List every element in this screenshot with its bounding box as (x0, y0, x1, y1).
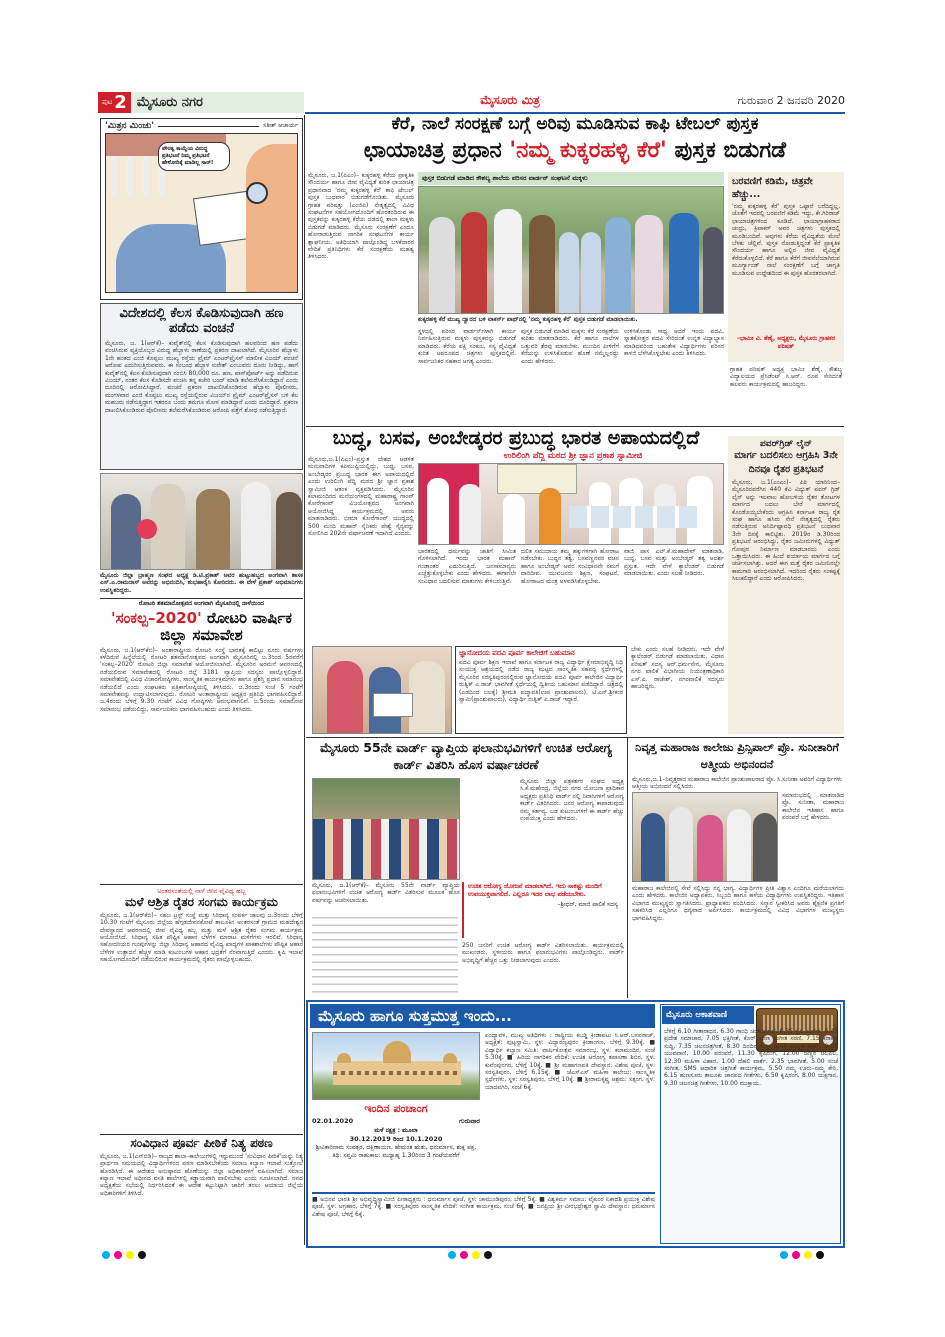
photo-book-release (418, 186, 724, 314)
photo-banner: ಪುಸ್ತಕ ಬಿಡುಗಡೆ ಮಾಡಿದ ಕೌಶಲ್ಯ ಶಾಲೆಯ ಪರಿಸರ ವಾರ್ಡನ್ ಸಂಘಟನೆ ಮಕ್ಕಳು (418, 172, 724, 185)
panchanga-date: 02.01.2020 (312, 1117, 354, 1125)
radio-schedule: ಬೆಳಿಗ್ಗೆ 6.10 ಗೀತಾರಾಧನ, 6.30 ಗಾಂಧಿ ಚಿಂತನಮಾಲೆ, 6.35 ಕೃಷಿ ಸಂದೇಶ, 6.45 ಪ್ರದೇಶ ಸಮಾಚಾರ, 7.05 ಭಕ್ತಿಗೀತೆ, ಕೊರ್ ಪಠಣ ಸಂಗೀತ ಸರಣಿ, 7.15 ಕರಾವಳಿ ಸುದ್ದಿ, 7.35 ಚಲನಚಿತ್ರಗೀತೆ, 8.30 ದಿನದಿನ ಸುದ್ದಿ, 8.45 ಸಂಸ್ಕೃತ ವಾರ್ತೆ, 9.00 ಯುವವಾಣಿ, 10.00 ಪರಂಪರೆ, 11.30 ಕೃಷಿರಂಗ, 12.00 ಚಿಣ್ಣರ ಚಿಲಿಪಿಲಿ, 12.30 ಮಹಿಳಾ ವಿಹಾರ, 1.00 ದೆಹಲಿ ವಾರ್ತೆ, 2.35 ಭಾವಗೀತೆ, 5.00 ಸಂಜೆ ಸಂಗೀತ, SMS ಆಧಾರಿತ ಚಿತ್ರಗೀತೆ ಕಾರ್ಯಕ್ರಮ, 5.50 ನಮ್ಮ ಊರು–ನಮ್ಮ ಕೇರಿ, 6.15 ಹುಣಸೂರು ತಾಲೂಕು ಜಾನಪದ ಗೀತೆಗಳು, 6.50 ಕೃಷಿರಂಗ, 8.00 ಯಕ್ಷಗಾನ, 9.30 ಚಲನಚಿತ್ರ ಗೀತೆಗಳು, 10.00 ಮುಕ್ತಾಯ. (664, 1028, 838, 1087)
photo-caption: ಮೈಸೂರು ಜಿಲ್ಲಾ ಬ್ರಾಹ್ಮಣ ಸಂಘದ ಅಧ್ಯಕ್ಷ ಡಿ.ಟಿ.ಪ್ರಕಾಶ್ ಅವರ ಹುಟ್ಟುಹಬ್ಬದ ಅಂಗವಾಗಿ ಶಾಸಕ ಎಸ್.ಎ.ರಾಮದಾಸ್ ಅವರನ್ನು ಅಭಿನಂದಿಸಿ, ಶುಭಹಾರೈಸಿ ಕೋರಿದರು. ಈ ವೇಳೆ ಪ್ರಕಾಶ್ ಅಭಿಮಾನಿಗಳು ಉಪಸ್ಥಿತರಿದ್ದರು. (100, 572, 303, 594)
article-body: ಮೈಸೂರು, ಜ. 1(ಆರ್‌ಕೆ)– ಕುವೈತ್‌ನಲ್ಲಿ ಕೆಲಸ ಕೊಡಿಸುವುದಾಗಿ ಹಲವರಿಂದ ಹಣ ಪಡೆದು ವಂಚಿಸಿರುವ ವ್ಯಕ್ತಿಯೊಬ್ಬರ ವಿರುದ್ಧ ಹೆಬ್ಬಾಳು ಠಾಣೆಯಲ್ಲಿ ಪ್ರಕರಣ ದಾಖಲಾಗಿದೆ. ಮೈಸೂರಿನ ಹೆಬ್ಬಾಳು 1ನೇ ಹಂತದ ಎಂಜಿ ಕೊಪ್ಪಲು ಮುಖ್ಯ ರಸ್ತೆಯ ಪ್ರೈಮ್ ಎಂಟರ್‌ಪ್ರೈಸಸ್ ಮಾಲೀಕ ವಿಜಯ್ ವಂಚನೆ ಆರೋಪ ಎದುರಿಸುತ್ತಿರುವವರು. ಈ ಸಂಬಂಧ ಹೆಬ್ಬಾಳ ಸುರೇಶ್ ಎಂಬುವರು ದೂರು ನೀಡಿದ್ದು, ಹಾಗೆ ಕುವೈತ್‌ನಲ್ಲಿ ಕೆಲಸ ಕೊಡಿಸುವುದಾಗಿ ನಂಬಿಸಿ 80,000 ರೂ. ಹಣ, ಪಾಸ್‌ಪೋರ್ಟ್ ಅನ್ನು ಪಡೆದಿರುವ ವಿಜಯ್, ನಂತರ ಕೆಲಸ ಕೊಡಿಸದೇ ವಂಚಿಸಿ ತನ್ನ ಕಚೇರಿ ಬಂದ್ ಮಾಡಿ ತಲೆಮರೆಸಿಕೊಂಡಿದ್ದಾನೆ ಎಂದು ದೂರಿನಲ್ಲಿ ಆರೋಪಿಸಿದ್ದಾರೆ. ವಂಚನೆ ಪ್ರಕರಣ ದಾಖಲಿಸಿಕೊಂಡಿರುವ ಹೆಬ್ಬಾಳು ಪೊಲೀಸರು, ಮಂಗಳವಾರ ಎಂಜಿ ಕೊಪ್ಪಲು ಮುಖ್ಯ ರಸ್ತೆಯಲ್ಲಿರುವ ವಿಜಯ್‌ನ ಪ್ರೈಮ್ ಎಂಟರ್‌ಪ್ರೈಸಸ್ ಬಳಿ ಕೆಲ ಮಹಜರು ನಡೆಸುತ್ತಿದ್ದಾಗ ಇತರರೂ ಬಂದು ತಮಗೂ ಮೋಸ ಮಾಡಿದ್ದಾರೆ ಎಂದು ದೂರಿದ್ದಾರೆ. ಪ್ರಕರಣ ದಾಖಲಿಸಿಕೊಂಡಿರುವ ಪೊಲೀಸರು ತಲೆಮರೆಸಿಕೊಂಡಿರುವ ಆರೋಪಿ ಪತ್ತೆಗೆ ಶೋಧ ನಡೆಸುತ್ತಿದ್ದಾರೆ. (105, 339, 298, 414)
headline-part: ಛಾಯಾಚಿತ್ರ ಪ್ರಧಾನ (363, 138, 502, 163)
headline-part: ಪುಸ್ತಕ ಬಿಡುಗಡೆ (674, 138, 787, 163)
photo-calendar-release (418, 463, 724, 545)
today-notes: ■ ಅಭಿನವ ಭಾರತಿ ಶ್ರೀ ಅಭಿವೃದ್ಧಿಸ್ವಾಮೀಜಿ ಪೀಠಾಧ್ಯಕ್ಷರು : ಧನುರ್ಮಾಸ ಪೂಜೆ, ಸ್ಥಳ: ಚಾಮುಂಡಿಪುರಂ, ಬೆಳಿಗ್ಗೆ 5ಕ್ಕೆ. ■ ವಿಶ್ವಕರ್ಮ ಸಮಾಜ: ವೈಕುಂಠ ಏಕಾದಶಿ ಪ್ರಯುಕ್ತ ವಿಶೇಷ ಪೂಜೆ, ಸ್ಥಳ: ಅಗ್ರಹಾರ, ಬೆಳಿಗ್ಗೆ 7ಕ್ಕೆ. ■ ಸರಸ್ವತಿಪುರಂ ಸಾಂಸ್ಕೃತಿಕ ವೇದಿಕೆ: ಸಂಗೀತ ಕಾರ್ಯಕ್ರಮ, ಸಂಜೆ 6ಕ್ಕೆ. ■ ಜನಪ್ರಿಯ ಶ್ರೀ ವೀರಭದ್ರೇಶ್ವರ ಸ್ವಾಮಿ ದೇವಸ್ಥಾನ: ಧನುರ್ಮಾಸ ವಿಶೇಷ ಪೂಜೆ, ಬೆಳಿಗ್ಗೆ 6ಕ್ಕೆ. (312, 1196, 655, 1218)
page-number-badge (98, 92, 131, 113)
sidebar-body: 'ನಮ್ಮ ಕುಕ್ಕರಹಳ್ಳಿ ಕೆರೆ' ಪುಸ್ತಕ ಒಟ್ಟಾರೆ ಬರೆದಿದ್ದಲ್ಲ, ಜೊತೆಗೆ ಇದರಲ್ಲಿ ಬರವಣಿಗೆ ಕಡಿಮೆ ಇದ್ದು, ಕೇ.ಗಿರಿರಾಜ್ ಛಾಯಾಚಿತ್ರಗಳಿಂದ ಕೂಡಿದೆ. ಛಾಯಾಗ್ರಾಹಕರಾದ ಚಂದ್ರು, ಕ್ರಿಪಾಕರ್ ಅವರ ಚಿತ್ರಗಳು ಪುಸ್ತಕದಲ್ಲಿ ಮೂಡಿಬಂದಿವೆ. ಅವುಗಳು ಕೆರೆಯ ವೈವಿಧ್ಯತೆಯ ಮೇಲೆ ಬೆಳಕು ಚೆಲ್ಲಿವೆ. ಪುಸ್ತಕ ನೋಡುತ್ತಿದ್ದಂತೆ ಕೆರೆ ಪ್ರಾಕೃತಿಕ ಸೌಂದರ್ಯ ಹಾಗೂ ಅಲ್ಲಿನ ಜೀವ ವೈವಿಧ್ಯತೆ ಕೆರೆದುಕೊಳ್ಳಲಿದೆ. ಕೆರೆ ಹಾಗೂ ಕೆರೆಗೆ ಜೀವಸೆಲೆಯಾಗಿರುವ ಮೂರ್ಗ್ಯಾಂಡ್ ನಾಲೆ ಸಂರಕ್ಷಣೆಗೆ ಬಗ್ಗೆ ಜಾಗೃತಿ ಮೂಡಿಸುವ ಉದ್ದೇಶದಿಂದ ಈ ಪುಸ್ತಕ ಹೊರತರಲಾಗಿದೆ. (732, 203, 840, 277)
today-title: ಮೈಸೂರು ಹಾಗೂ ಸುತ್ತಮುತ್ತ ಇಂದು... (310, 1004, 655, 1028)
quote-author: –ಶ್ರೀಧರ್, ಮಾಜಿ ಪಾಲಿಕೆ ಸದಸ್ಯ (557, 901, 618, 908)
headline: ಮಳೆ ಆಶ್ರಿತ ರೈತರ ಸಂಗಮ ಕಾರ್ಯಕ್ರಮ (125, 895, 278, 909)
cartoon-box (100, 118, 303, 300)
sidebar-book (728, 172, 844, 362)
story-farmers (100, 884, 303, 1132)
page-label: ಪುಟ (102, 98, 113, 106)
headline: ವಿದೇಶದಲ್ಲಿ ಕೆಲಸ ಕೊಡಿಸುವುದಾಗಿ ಹಣ ಪಡೆದು ವಂಚನೆ (119, 306, 284, 336)
lead-deck: ಕೆರೆ, ನಾಲೆ ಸಂರಕ್ಷಣೆ ಬಗ್ಗೆ ಅರಿವು ಮೂಡಿಸುವ ಕಾಫಿ ಟೇಬಲ್ ಪುಸ್ತಕ (391, 114, 759, 134)
headline: ಸಂವಿಧಾನ ಪೂರ್ವ ಪೀಠಿಕೆ ನಿತ್ಯ ಪಠಣ (130, 1136, 273, 1150)
panchanga-title: ಇಂದಿನ ಪಂಚಾಂಗ (364, 1102, 428, 1115)
story-rotary (100, 598, 303, 880)
photo-college-award (312, 646, 452, 734)
article-body: ವಾಜಿ ಪಾಸ ಎಲ್.ಕೆ.ಮಹಾದೇವ್ ಮಾತನಾಡಿ, ಬುದ್ಧ, ಬಸವ ಮತ್ತು ಅಂಬೇಡ್ಕರ್ ತತ್ವ ಆದರ್ಶ ಪ್ರಸ್ತುತ. ಇದೇ ವೇಳೆ ಕ್ಯಾಲೆಂಡರ್ ಬಿಡುಗಡೆ ಮಾಡಲಾಯಿತು. ಎಂದು ಸಲಹೆ ನೀಡಿದರು. (624, 548, 724, 578)
kicker: ಪವರ್‌ಗ್ರಿಡ್ ಲೈನ್ (760, 439, 812, 449)
article-body: ಮೈಸೂರು,ಜ.1–ನಿವೃತ್ತರಾದ ಮಹಾರಾಜ ಕಾಲೇಜಿನ ಪ್ರಾಂಶುಪಾಲರಾದ ಪ್ರೊ. ಸಿ.ಸುನೀತಾ ಅವರಿಗೆ ವಿದ್ಯಾರ್ಥಿಗಳು ಆತ್ಮೀಯ ಅಭಿನಂದನೆ ಸಲ್ಲಿಸಿದರು. (632, 776, 842, 790)
section-title: ಮೈಸೂರು ನಗರ (136, 95, 203, 110)
headline: ಬುದ್ಧ, ಬಸವ, ಅಂಬೇಡ್ಕರರ ಪ್ರಬುದ್ಧ ಭಾರತ ಅಪಾಯದಲ್ಲಿದೆ (332, 427, 700, 449)
registration-marks-right (780, 1244, 828, 1263)
sidebar-byline: –ಭಾಮೀ ವಿ. ಶೆಣೈ, ಅಧ್ಯಕ್ಷರು, ಮೈಸೂರು ಗ್ರಾಹಕರ ಪರಿಷತ್ (736, 335, 836, 350)
article-body: ಮೈಸೂರು, ಜ.1(ಆರ್‌ಕೆ)– ಮೈಸೂರು 55ನೇ ವಾರ್ಡ್ ವ್ಯಾಪ್ತಿಯ ಫಲಾನುಭವಿಗಳಿಗೆ ಉಚಿತ ಆರೋಗ್ಯ ಕಾರ್ಡ್ ವಿತರಿಸುವ ಮೂಲಕ ಹೊಸ ವರ್ಷವನ್ನು ಆಚರಿಸಲಾಯಿತು. (312, 882, 460, 904)
sidebar-body: ಮೈಸೂರು, ಜ.1(ಎಂಎಂ)– ಪಿಠಿ ಯಾರಿನಿಂದ–ಮೈಸೂರಿನವರೆಗಿನ 440 ಕೆವಿ ವಿದ್ಯುತ್ ಪವರ್ ಗ್ರಿಡ್ ಲೈನ್ ಅನ್ನು ಇಲವಾಲ ಹೋಬಳಿಯ ರೈತರ ತೋಟಗಳ ಮಾರ್ಗದ ಬದಲು ಬೇರೆ ಮಾರ್ಗದಲ್ಲಿ ಕೊಂಡೊಯ್ಯಬೇಕೆಂದು ಆಗ್ರಹಿಸಿ ಕರ್ನಾಟಕ ರಾಜ್ಯ ರೈತ ಸಂಘ ಹಾಗೂ ಹಸಿರು ಸೇನೆ ನೇತೃತ್ವದಲ್ಲಿ ರೈತರು ನಡೆಸುತ್ತಿರುವ ಅನಿರ್ದಿಷ್ಟಾವಧಿ ಪ್ರತಿಭಟನೆ ಬುಧವಾರ 3ನೇ ದಿನಕ್ಕೆ ಕಾಲಿಟ್ಟಿತು. 2019ರ ಡಿ.30ರಿಂದ ಪ್ರತಿಭಟನೆ ಆರಂಭಿಸಿದ್ದು, ರೈತರ ಜಮೀನುಗಳಲ್ಲಿ ವಿದ್ಯುತ್ ಗೋಪುರ ನಿರ್ಮಾಣ ಮಾಡಬಾರದು ಎಂದು ಒತ್ತಾಯಿಸಿದರು. ಈ ಹಿಂದೆ ಪರ್ಯಾಯ ಮಾರ್ಗದ ಬಗ್ಗೆ ಚರ್ಚಿಸಲಾಗಿತ್ತು. ಆದರೆ ಈಗ ಮತ್ತೆ ರೈತರ ಜಮೀನಿನಲ್ಲೇ ಕಾಮಗಾರಿ ಆರಂಭಿಸಲಾಗಿದೆ. ಇದರಿಂದ ರೈತರು ಸಂಕಷ್ಟಕ್ಕೆ ಸಿಲುಕಲಿದ್ದಾರೆ ಎಂದು ಆರೋಪಿಸಿದರು. (732, 479, 840, 583)
article-body: ಭಾರತದಲ್ಲಿ ಧರ್ಮವನ್ನು ಜಾತಿಗೆ ಸೀಮಿತ ಗೊಳಿಸಲಾಗಿದೆ. ಇಂದು ಭಾರತ ಮಹಾನ್ ಗಂಡಾಂತರ ಎದುರಿಸುತ್ತಿದೆ. ಜನಸಾಮಾನ್ಯರು ಎಚ್ಚೆತ್ತುಕೊಳ್ಳಬೇಕು ಎಂದು ಹೇಳಿದರು. ಈಗಾಗಲೇ ಸಂವಿಧಾನ ಬದಲಿಸುವ ಮಾತುಗಳು ಕೇಳಿಬರುತ್ತಿವೆ. (418, 548, 516, 585)
headline-highlight: 'ಸಂಕಲ್ಪ–2020' (111, 609, 202, 627)
headline: ಮೈಸೂರು 55ನೇ ವಾರ್ಡ್ ವ್ಯಾಪ್ತಿಯ ಫಲಾನುಭವಿಗಳಿಗೆ ಉಚಿತ ಆರೋಗ್ಯ ಕಾರ್ಡ್ ವಿತರಿಸಿ ಹೊಸ ವರ್ಷಾಚರಣೆ (320, 740, 612, 772)
sidebar-power-grid (728, 436, 844, 734)
radio-title: ಮೈಸೂರು ಆಕಾಶವಾಣಿ (662, 1006, 754, 1024)
photo-health-cards (312, 778, 460, 880)
article-body: ಪುಸ್ತಕ ಬಿಡುಗಡೆ ಮಾಡಿದ ಮಕ್ಕಳು ಕೆರೆ ಸಂರಕ್ಷಣೆಯ ಕುರಿತು ಮಾತನಾಡಿದರು. ಕೆರೆ ಹಾಗೂ ನಾಲೆಗಳ ಒತ್ತುವರಿ ತೆರವು ಮಾಡಬೇಕು. ಮುಂದಿನ ಪೀಳಿಗೆಗೆ ಕೆರೆಯನ್ನು ಉಳಿಸಿಕೊಡುವ ಹೊಣೆ ನಮ್ಮೆಲ್ಲರದ್ದು ಎಂದು ಹೇಳಿದರು. (521, 328, 619, 365)
article-body: ಮೈಸೂರು, ಜ.1(ಆರ್‌ಕೆಬಿ)– ಅಂತಾರಾಷ್ಟ್ರೀಯ ರೋಟರಿ ಸಂಸ್ಥೆ ಭಾರತಕ್ಕೆ ಕಾಲಿಟ್ಟು ನೂರು ವರ್ಷಗಳು ಕಳೆದಿರುವ ಹಿನ್ನೆಲೆಯಲ್ಲಿ ರೋಟರಿ ಶತಮಾನೋತ್ಸವದ ಅಂಗವಾಗಿ ಮೈಸೂರಿನಲ್ಲಿ ಜ.3ರಿಂದ 5ರವರೆಗೆ 'ಸಂಕಲ್ಪ–2020' ರೋಟರಿ ಜಿಲ್ಲಾ ಸಮಾವೇಶ ಆಯೋಜಿಸಲಾಗಿದೆ. ಮೈಸೂರಿನ ಅರಮನೆ ಆವರಣದಲ್ಲಿ ನಡೆಯಲಿರುವ ಸಮಾವೇಶದಲ್ಲಿ ರೋಟರಿ ಜಿಲ್ಲೆ 3181 ವ್ಯಾಪ್ತಿಯ ಸದಸ್ಯರು ಪಾಲ್ಗೊಳ್ಳಲಿದ್ದಾರೆ. ಸಮಾವೇಶದಲ್ಲಿ ವಿವಿಧ ವಿಚಾರಗೋಷ್ಠಿಗಳು, ಸಾಂಸ್ಕೃತಿಕ ಕಾರ್ಯಕ್ರಮಗಳು ಹಾಗೂ ಪ್ರಶಸ್ತಿ ಪ್ರದಾನ ಸಮಾರಂಭ ನಡೆಯಲಿದೆ ಎಂದು ಸಂಘಟಕರು ಪತ್ರಿಕಾಗೋಷ್ಠಿಯಲ್ಲಿ ತಿಳಿಸಿದರು. ಜ.3ರಂದು ಸಂಜೆ 5 ಗಂಟೆಗೆ ಸಮಾವೇಶವನ್ನು ಉದ್ಘಾಟಿಸಲಾಗುವುದು. ರೋಟರಿ ಅಂತಾರಾಷ್ಟ್ರೀಯ ಅಧ್ಯಕ್ಷರ ಪ್ರತಿನಿಧಿ ಭಾಗವಹಿಸಲಿದ್ದಾರೆ. ಜ.4ರಂದು ಬೆಳಿಗ್ಗೆ 9.30 ಗಂಟೆಗೆ ವಿವಿಧ ಗೋಷ್ಠಿಗಳು ಆರಂಭವಾಗಲಿವೆ. ಜ.5ರಂದು ಸಮಾರೋಪ ಸಮಾರಂಭ ನಡೆಯಲಿದ್ದು, ಸಾರ್ವಜನಿಕರು ಭಾಗವಹಿಸಬಹುದು ಎಂದು ತಿಳಿಸಿದರು. (100, 646, 303, 713)
story-constitution (100, 1134, 303, 1239)
article-body: ಮೈಸೂರು, ಜ.1(ಎಸ್‌ಬಿಡಿ)– ರಾಜ್ಯದ ಶಾಲಾ–ಕಾಲೇಜುಗಳಲ್ಲಿ ಇನ್ನುಮುಂದೆ 'ಸಂವಿಧಾನ ಪೀಠಿಕೆ'ಯನ್ನು ನಿತ್ಯ ಪ್ರಾರ್ಥನಾ ಸಮಯದಲ್ಲಿ ವಿದ್ಯಾರ್ಥಿಗಳಿಂದ ಪಠಣ ಮಾಡಿಸಬೇಕೆಂದು ಸಮಾಜ ಕಲ್ಯಾಣ ಇಲಾಖೆ ಸುತ್ತೋಲೆ ಹೊರಡಿಸಿದೆ. ಈ ಆದೇಶದ ಅನುಷ್ಠಾನದ ಹೊಣೆಯನ್ನು ಜಿಲ್ಲಾ ಅಧಿಕಾರಿಗಳಿಗೆ ವಹಿಸಲಾಗಿದೆ. ಸಮಾಜ ಕಲ್ಯಾಣ ಇಲಾಖೆ ಅಧೀನದ ವಸತಿ ಶಾಲೆಗಳಲ್ಲಿ ಕಡ್ಡಾಯವಾಗಿ ಪಾಲಿಸಬೇಕು ಎಂದು ಸೂಚಿಸಲಾಗಿದೆ. ನವದ ಅಧ್ಯಕ್ಷತೆಯ ಸಭೆಯಲ್ಲಿ ನಿರ್ಧರಿಸಿದಂತೆ ಈ ಆದೇಶ ಕಟ್ಟುನಿಟ್ಟಾಗಿ ಜಾರಿಗೆ ತರಲು ಆಯಾಯ ಜಿಲ್ಲೆಯ ಅಧಿಕಾರಿಗಳಿಗೆ ತಿಳಿಸಿದೆ. (100, 1152, 303, 1197)
subheadline: ಉರಿಲಿಂಗಿ ಪೆದ್ದಿ ಮಠದ ಶ್ರೀ ಜ್ಞಾನ ಪ್ರಕಾಶ ಸ್ವಾಮೀಜಿ (503, 451, 643, 461)
quote-box (462, 882, 622, 938)
article-body: ಬೇಕು ಎಂದು ಸಲಹೆ ನೀಡಿದರು. ಇದೇ ವೇಳೆ ಕ್ಯಾಲೆಂಡರ್ ಬಿಡುಗಡೆ ಮಾಡಲಾಯಿತು. ವಿಧಾನ ಪರಿಷತ್ ಸದಸ್ಯ ಆರ್.ಧರ್ಮಸೇನ, ಮೈಸೂರು ನಗರ ಪಾಲಿಕೆ ವಿಭಾಗೀಯ ನಿಯಂತ್ರಣಾಧಿಕಾರಿ ಎಸ್.ಎ. ರಾಜೇಶ್, ನಗರಪಾಲಿಕೆ ಸದಸ್ಯರು ಹಾಜರಿದ್ದರು. (631, 646, 724, 691)
article-body: 250 ಜನರಿಗೆ ಉಚಿತ ಆರೋಗ್ಯ ಕಾರ್ಡ್ ವಿತರಿಸಲಾಯಿತು. ಕಾರ್ಯಕ್ರಮದಲ್ಲಿ ಮುಖಂಡರು, ಸ್ಥಳೀಯರು ಹಾಗೂ ಫಲಾನುಭವಿಗಳು ಪಾಲ್ಗೊಂಡಿದ್ದರು. ವಾರ್ಡ್ ಅಭಿವೃದ್ಧಿಗೆ ಹೆಚ್ಚಿನ ಒತ್ತು ನೀಡಲಾಗುವುದು ಎಂದರು. (462, 942, 624, 964)
photo-felicitation (632, 792, 778, 882)
masthead: ಮೈಸೂರು ಮಿತ್ರ (480, 93, 540, 107)
section-rule (306, 737, 844, 738)
kicker: ಅಂತರಸಂತೆಯಲ್ಲಿ ನಾಳೆ ಜೀವ ವೈವಿಧ್ಯ ಹಬ್ಬ (157, 887, 246, 895)
registration-marks-center (448, 1244, 496, 1263)
article-body: ಪದವಿ ಪೂರ್ವ ಶಿಕ್ಷಣ ಇಲಾಖೆ ಹಾಗೂ ಕರ್ನಾಟಕ ರಾಜ್ಯ ವಿದ್ಯಾರ್ಥಿ ಕ್ಷೇಮಾಭಿವೃದ್ಧಿ ನಿಧಿ ಸಂಯುಕ್ತ ಆಶ್ರಯದಲ್ಲಿ ನಡೆದ ರಾಜ್ಯ ಮಟ್ಟದ ಸಾಂಸ್ಕೃತಿಕ ಸಹಪಠ್ಯ ಸ್ಪರ್ಧೆಗಳಲ್ಲಿ ಮೈಸೂರಿನ ಸರಸ್ವತಿಪುರಂನಲ್ಲಿರುವ ಜ್ಞಾನೋದಯ ಪದವಿ ಪೂರ್ವ ಕಾಲೇಜಿನ ವಿದ್ಯಾರ್ಥಿ ರುತ್ವಿಕ್ ಎ.ರಾಜ್ ಭಾವಗೀತೆ ಸ್ಪರ್ಧೆಯಲ್ಲಿ ದ್ವಿತೀಯ ಬಹುಮಾನ ಪಡೆದಿದ್ದಾರೆ. ಚಿತ್ರದಲ್ಲಿ (ಎಡದಿಂದ ಬಲಕ್ಕೆ) ಶ್ರೀಮತಿ ಪದ್ಮಾವತಿ(ಉಪ ಪ್ರಾಂಶುಪಾಲರು), ಟಿ.ಎನ್.ಶ್ರೀಕಂಠ ಸ್ವಾಮಿ(ಪ್ರಾಂಶುಪಾಲರು), ವಿದ್ಯಾರ್ಥಿ ರುತ್ವಿಕ್ ಎ.ರಾಜ್ ಇದ್ದಾರೆ. (459, 659, 623, 704)
headline: ನಿವೃತ್ತ ಮಹಾರಾಜ ಕಾಲೇಜು ಪ್ರಿನ್ಸಿಪಾಲ್ ಪ್ರೊ. ಸುನೀತಾರಿಗೆ ಆತ್ಮೀಯ ಅಭಿನಂದನೆ (635, 741, 839, 771)
headline-highlight: 'ನಮ್ಮ ಕುಕ್ಕರಹಳ್ಳಿ ಕೆರೆ' (509, 138, 667, 163)
cartoon-image (105, 133, 298, 293)
article-body-continued (312, 915, 458, 997)
panchanga-nakshatra: ಮಳೆ ನಕ್ಷತ್ರ : ಮೂಲಾ (374, 1127, 418, 1134)
article-body: ಮೈಸೂರು, ಜ.1(ಪಿಎಂ)– ಕುಕ್ಕರಹಳ್ಳಿ ಕೆರೆಯ ಪ್ರಾಕೃತಿಕ ಸೌಂದರ್ಯ ಹಾಗೂ ಜೀವ ವೈವಿಧ್ಯತೆ ಕುರಿತ ಛಾಯಾಚಿತ್ರ ಪ್ರಧಾನವಾದ 'ನಮ್ಮ ಕುಕ್ಕರಹಳ್ಳಿ ಕೆರೆ' ಕಾಫಿ ಟೇಬಲ್ ಪುಸ್ತಕ ಬುಧವಾರ ಬಿಡುಗಡೆಗೊಂಡಿತು. ಮೈಸೂರು ಗ್ರಾಹಕ ಪರಿಷತ್ತು (ಎಂಜಿಪಿ) ನೇತೃತ್ವದಲ್ಲಿ ವಿವಿಧ ಸಂಘಟನೆಗಳ ಸಹಯೋಗದೊಂದಿಗೆ ಹೊರತಂದಿರುವ ಈ ಪುಸ್ತಕವನ್ನು ಕುಕ್ಕರಹಳ್ಳಿ ಕೆರೆಯ ದಡದಲ್ಲಿ ಶಾಲಾ ಮಕ್ಕಳು ಬಿಡುಗಡೆ ಮಾಡಿದರು. ಮೈಸೂರು ಸಂರಕ್ಷಣೆಗೆ ಎಂದೂ ಹೋರಾಡುತ್ತಿರುವ ನಾಗರಿಕ ಸಂಘಟನೆಗಳ ಕಾರ್ಯ ಶ್ಲಾಘನೀಯ. ಅತಿಥಿಯಾಗಿ ಪಾಲ್ಗೊಂಡಿದ್ದ ಬಳಕೆದಾರರ ವೇದಿಕೆ ಪ್ರತಿನಿಧಿಗಳು ಕೆರೆ ಸಂರಕ್ಷಣೆಯ ಮಹತ್ವ ತಿಳಿಸಿದರು. (308, 172, 414, 261)
photo-mysore-palace (312, 1032, 480, 1100)
sidebar-headline: ಮಾರ್ಗ ಬದಲಿಸಲು ಆಗ್ರಹಿಸಿ 3ನೇ ದಿನವೂ ರೈತರ ಪ್ರತಿಭಟನೆ (734, 450, 838, 475)
section-header (98, 92, 304, 113)
headline: ಜ್ಞಾನೋದಯ ಪದವಿ ಪೂರ್ವ ಕಾಲೇಜಿಗೆ ಬಹುಮಾನ (459, 649, 575, 657)
article-body: ದಲಿತ ಸಮುದಾಯ ತಮ್ಮ ಹಕ್ಕುಗಳಿಗಾಗಿ ಹೋರಾಟ ನಡೆಸಬೇಕು. ಬುದ್ಧನ ತತ್ವ, ಬಸವಣ್ಣನವರ ವಚನ ಹಾಗೂ ಅಂಬೇಡ್ಕರ್ ಅವರ ಸಂವಿಧಾನವೇ ನಮಗೆ ದಾರಿದೀಪ. ಯುವಜನರು ಶಿಕ್ಷಣ, ಸಂಘಟನೆ, ಹೋರಾಟದ ಮಂತ್ರ ಅಳವಡಿಸಿಕೊಳ್ಳಬೇಕು. (521, 548, 619, 585)
photo-birthday (100, 473, 303, 570)
article-body: ಮೈಸೂರು ಜಿಲ್ಲಾ ಪತ್ರಕರ್ತರ ಸಂಘದ ಅಧ್ಯಕ್ಷ ಸಿ.ಕೆ.ಮಹೇಂದ್ರ, ಜಿಲ್ಲೆಯ ನಗರ ಯೋಜನಾ ಪ್ರಾಧಿಕಾರ ಅಧ್ಯಕ್ಷರು ಪ್ರತಿನಿಧಿ ವಾರ್ಡ್ ನಲ್ಲಿ ನಿವಾಸಿಗಳಿಗೆ ಆರೋಗ್ಯ ಕಾರ್ಡ್ ವಿತರಿಸಿದರು. ಜನರ ಆರೋಗ್ಯ ಕಾಪಾಡುವುದು ನಮ್ಮ ಕರ್ತವ್ಯ. ಬಡ ಕುಟುಂಬಗಳಿಗೆ ಈ ಕಾರ್ಡ್ ಹೆಚ್ಚು ಉಪಯುಕ್ತ ಎಂದು ಹೇಳಿದರು. (520, 778, 624, 823)
today-events: ಪಂದ್ಯಾವಳಿ, ಮುಖ್ಯ ಅತಿಥಿಗಳು : ರಾಷ್ಟ್ರೀಯ ಕಬಡ್ಡಿ ಕ್ರೀಡಾಪಟು ಸಿ.ಆರ್.ಬಸವರಾಜ್, ಅಧ್ಯಕ್ಷತೆ: ಪುಟ್ಟಸ್ವಾಮಿ, ಸ್ಥಳ: ವಿದ್ಯಾರಣ್ಯಪುರಂ ಕ್ರೀಡಾಂಗಣ, ಬೆಳಿಗ್ಗೆ 9.30ಕ್ಕೆ. ■ ವಿದ್ಯಾರ್ಥಿ ಕಲ್ಯಾಣ ಸಮಿತಿ: ವಾರ್ಷಿಕೋತ್ಸವ ಸಮಾರಂಭ, ಸ್ಥಳ: ಕಲಾಮಂದಿರ, ಸಂಜೆ 5.30ಕ್ಕೆ. ■ ಹಿರಿಯ ನಾಗರಿಕರ ವೇದಿಕೆ: ಉಚಿತ ಆರೋಗ್ಯ ತಪಾಸಣಾ ಶಿಬಿರ, ಸ್ಥಳ: ಕುವೆಂಪುನಗರ, ಬೆಳಿಗ್ಗೆ 10ಕ್ಕೆ. ■ ಶ್ರೀ ಮಹಾಗಣಪತಿ ದೇವಸ್ಥಾನ: ವಿಶೇಷ ಪೂಜೆ, ಸ್ಥಳ: ಸರಸ್ವತಿಪುರಂ, ಬೆಳಿಗ್ಗೆ 6.15ಕ್ಕೆ. ■ ಜೆಎಸ್‌ಎಸ್ ಮಹಿಳಾ ಕಾಲೇಜು: ಸಾಂಸ್ಕೃತಿಕ ಸ್ಪರ್ಧೆಗಳು, ಸ್ಥಳ: ಸರಸ್ವತಿಪುರಂ, ಬೆಳಿಗ್ಗೆ 10ಕ್ಕೆ. ■ ಶ್ರೀರಾಮಕೃಷ್ಣ ಆಶ್ರಮ: ಸತ್ಸಂಗ, ಸ್ಥಳ: ಯಾದವಗಿರಿ, ಸಂಜೆ 6ಕ್ಕೆ. (485, 1032, 655, 1091)
cartoon-artist: ಸತೀಶ್ ಆಚಾರ್ಯ (263, 122, 298, 129)
page-number: 2 (114, 92, 127, 113)
column-rule (627, 738, 628, 998)
panchanga-rule (312, 1192, 655, 1194)
article-body: ಸ್ಥಳದಲ್ಲಿ ಪರಿಸರ ವಾರ್ಡನ್‌ಗಳಾಗಿ ಕಾರ್ಯ ನಿರ್ವಹಿಸುತ್ತಿರುವ ಮಕ್ಕಳು ಪುಸ್ತಕವನ್ನು ಬಿಡುಗಡೆ ಮಾಡಿದರು. ಕೆರೆಯ ಪಕ್ಷಿ ಸಂಕುಲ, ಸಸ್ಯ ವೈವಿಧ್ಯತೆ ಕುರಿತ ಅಪರೂಪದ ಚಿತ್ರಗಳು ಪುಸ್ತಕದಲ್ಲಿವೆ. ಸಾರ್ವಜನಿಕರ ಸಹಕಾರ ಅಗತ್ಯ ಎಂದರು. (418, 328, 516, 365)
kicker: ರೋಟರಿ ಶತಮಾನೋತ್ಸವದ ಅಂಗವಾಗಿ ಮೈಸೂರಿನಲ್ಲಿ ನಾಳೆಯಿಂದ (100, 598, 303, 608)
issue-date: ಗುರುವಾರ 2 ಜನವರಿ 2020 (737, 94, 845, 107)
panchanga-range: 30.12.2019 ರಿಂದ 10.1.2020 (349, 1135, 443, 1143)
column-rule (304, 115, 305, 1245)
story-college (455, 646, 627, 734)
quote-text: ಉಚಿತ ಆರೋಗ್ಯ ಯೋಜನೆ ಮಾಡಲಾಗಿದೆ. ಇದು ಸಾಕಷ್ಟು ಮಂದಿಗೆ ಉಪಯುಕ್ತವಾಗಲಿದೆ. ಎಲ್ಲರೂ ಇದರ ಲಾಭ ಪಡೆಯಬೇಕು. (468, 883, 602, 898)
article-body: ಮೈಸೂರು, ಜ.1(ಆರ್‌ಕೆಬಿ)– ಸಹಜ ಟ್ರಸ್ಟ್ ಸಂಸ್ಥೆ ಮತ್ತು ಸಿರಿಧಾನ್ಯ ಸಂಪರ್ಕ ಜಾಲವು ಜ.3ರಂದು ಬೆಳಿಗ್ಗೆ 10.30 ಗಂಟೆಗೆ ಮೈಸೂರು ಜಿಲ್ಲೆಯ ಹೆಗ್ಗಡದೇವನಕೋಟೆ ತಾಲೂಕಿನ ಅಂತರಸಂತೆ ಗ್ರಾಮದ ಮಹದೇಶ್ವರ ದೇವಸ್ಥಾನದ ಆವರಣದಲ್ಲಿ ಜೀವ ವೈವಿಧ್ಯ ಹಬ್ಬ ಮತ್ತು ಮಳೆ ಆಶ್ರಿತ ರೈತರ ಸಂಗಮ ಕಾರ್ಯಕ್ರಮ ಆಯೋಜಿಸಿದೆ. ಸಿರಿಧಾನ್ಯ ಸಹಿತ ಪೌಷ್ಟಿಕ ಆಹಾರ ಬೆಳೆಗಳ ಮಾರಾಟ ಮಳಿಗೆಗಳು ಇರಲಿವೆ. ಸಿರಿಧಾನ್ಯ ಸಹೋದರಿಯರ ಗುಂಪುಗಳನ್ನು ಜಿಲ್ಲಾ ಸಿರಿಧಾನ್ಯ ಆಹಾರದ ವೈವಿಧ್ಯ ಖಾದ್ಯಗಳ ಪಾಕಶಾಲೆಗಳು ಪೌಷ್ಟಿಕ ಆಹಾರ ಬೆಳೆಗಳ ಉತ್ಪಾದನೆ ಹೆಚ್ಚಳ ಮಾಡಿ ಕುಟುಂಬಗಳ ಆಹಾರ ಭದ್ರತೆಗೆ ನೆರವಾಗುತ್ತಿದೆ ಎಂದರು. ಕೃಷಿ ಇಲಾಖೆ ಸಹಯೋಗದೊಂದಿಗೆ ನಡೆಯಲಿರುವ ಕಾರ್ಯಕ್ರಮದಲ್ಲಿ ರೈತರು ಪಾಲ್ಗೊಳ್ಳಬಹುದು. (100, 911, 303, 964)
panchanga-details: ಶ್ರೀವಿಕಾರಿನಾಮ ಸಂವತ್ಸರ, ದಕ್ಷಿಣಾಯಣ, ಹೇಮಂತ ಋತು, ಧನುರ್ಮಾಸ, ಶುಕ್ಲ ಪಕ್ಷ, ತಿಥಿ: ಸಪ್ತಮಿ ರಾಹುಕಾಲ: ಮಧ್ಯಾಹ್ನ 1.30ರಿಂದ 3 ಗಂಟೆಯವರೆಗೆ (315, 1144, 477, 1159)
cartoon-title: 'ಮಿತ್ರನ ಮಿಂಚು' (105, 121, 155, 131)
panchanga (312, 1102, 480, 1190)
speech-bubble: ಪೌರತ್ವ ಕಾಯ್ದೆಯ ವಿರುದ್ಧ ಪ್ರತಿಭಟನೆ ನಿಮ್ಮ ಪ್ರತಿಭಟನೆ ಹೇಳೋದಿಕ್ಕೆ ಮಾಡಿಲ್ಲ ಸಾರ್! (158, 142, 230, 171)
lead-headline (306, 138, 844, 163)
photo-caption: ಕುಕ್ಕರಹಳ್ಳಿ ಕೆರೆ ಮುಖ್ಯ ದ್ವಾರದ ಬಳಿ ವಾಕರ್ಸ್ ಪಾಥ್‌ನಲ್ಲಿ 'ನಮ್ಮ ಕುಕ್ಕರಹಳ್ಳಿ ಕೆರೆ' ಪುಸ್ತಕ ಬಿಡುಗಡೆ ಮಾಡಲಾಯಿತು. (418, 316, 638, 323)
registration-marks-left (102, 1244, 150, 1263)
article-body: ಮಹಾರಾಜ ಕಾಲೇಜಿನಲ್ಲಿ ಸೇವೆ ಸಲ್ಲಿಸಿದ್ದು ನನ್ನ ಭಾಗ್ಯ. ವಿದ್ಯಾರ್ಥಿಗಳ ಪ್ರೀತಿ ವಿಶ್ವಾಸ ಎಂದಿಗೂ ಮರೆಯಲಾಗದು ಎಂದು ಹೇಳಿದರು. ಕಾಲೇಜಿನ ಅಧ್ಯಾಪಕರು, ಸಿಬ್ಬಂದಿ ಹಾಗೂ ಹಳೆಯ ವಿದ್ಯಾರ್ಥಿಗಳು ಉಪಸ್ಥಿತರಿದ್ದರು. ಇತಿಹಾಸ ವಿಭಾಗದ ಮುಖ್ಯಸ್ಥರು ಸ್ವಾಗತಿಸಿದರು. ಪ್ರಾಧ್ಯಾಪಕರು ವಂದಿಸಿದರು. ಸನ್ಮಾನ ಸ್ವೀಕರಿಸಿದ ಅವರು ಶೈಕ್ಷಣಿಕ ಪ್ರಗತಿಗೆ ಸಹಕರಿಸಿದ ಎಲ್ಲರಿಗೂ ಧನ್ಯವಾದ ಅರ್ಪಿಸಿದರು. ಕಾರ್ಯಕ್ರಮದಲ್ಲಿ ವಿವಿಧ ವಿಭಾಗಗಳ ಮುಖ್ಯಸ್ಥರು ಭಾಗವಹಿಸಿದ್ದರು. (632, 885, 844, 922)
article-body: ಗ್ರಾಹಕ ಪರಿಷತ್ ಅಧ್ಯಕ್ಷ ಭಾಮೀ ಶೆಣೈ, ಕೌಶಲ್ಯ ವಿದ್ಯಾಲಯದ ಪ್ರೆಸಿಡೆಂಟ್ ಸಿ.ಆರ್. ರೂಪ ಸೇರಿದಂತೆ ಹಲವರು ಕಾರ್ಯಕ್ರಮದಲ್ಲಿ ಹಾಜರಿದ್ದರು. (730, 366, 842, 388)
article-body: ಮೈಸೂರು,ಜ.1(ಪಿಎಂ)–ಪ್ರಸ್ತುತ ದೇಶದ ಆಡಳಿತ ಮನುವಾದಿಗಳ ಕಪಿಮುಷ್ಟಿಯಲ್ಲಿದ್ದು, ಬುದ್ಧ, ಬಸವ, ಅಂಬೇಡ್ಕರರ ಪ್ರಬುದ್ಧ ಭಾರತ ಈಗ ಅಪಾಯದಲ್ಲಿದೆ ಎಂದು ಉರಿಲಿಂಗಿ ಪೆದ್ದಿ ಮಠದ ಶ್ರೀ ಜ್ಞಾನ ಪ್ರಕಾಶ ಸ್ವಾಮೀಜಿ ಆತಂಕ ವ್ಯಕ್ತಪಡಿಸಿದರು. ಮೈಸೂರಿನ ಕಲಾಮಂದಿರದ ಮನೆಯಂಗಳದಲ್ಲಿ ಮಹಾರಾಷ್ಟ್ರ ಗಾಂವ್ ಕೋರೆಗಾಂವ್ ವಿಜಯೋತ್ಸವದ ಅಂಗವಾಗಿ ಆಯೋಜಿಸಿದ್ದ ಕಾರ್ಯಕ್ರಮದಲ್ಲಿ ಅವರು ಮಾತನಾಡಿದರು. ಭೀಮಾ ಕೋರೆಗಾಂವ್ ಯುದ್ಧದಲ್ಲಿ 500 ಮಂದಿ ಮಹಾರ್ ಸೈನಿಕರು ಪೇಶ್ವೆ ಸೈನ್ಯವನ್ನು ಸೋಲಿಸಿದ 202ನೇ ವರ್ಷಾಚರಣೆ ಇದಾಗಿದೆ ಎಂದರು. (308, 456, 414, 538)
article-body: ಸಮಾರಂಭದಲ್ಲಿ ಮಾತನಾಡಿದ ಪ್ರೊ. ಸುನೀತಾ, ಮಹಾರಾಜ ಕಾಲೇಜಿನ ಇತಿಹಾಸ ಹಾಗೂ ಪರಂಪರೆ ಬಗ್ಗೆ ಹೇಳಿದರು. (782, 792, 844, 822)
sidebar-headline: ಬರವಣಿಗೆ ಕಡಿಮೆ, ಚಿತ್ರವೇ ಹೆಚ್ಚು... (732, 176, 813, 200)
article-body: ಉಳಿಸಿಕೊಂಡು ಸಾಧ್ಯ ಆದರೆ ಇಂದು ಪದವಿ, ಸ್ನಾತಕೋತ್ತರ ಪದವಿ ಸೇರಿದಂತೆ ಉನ್ನತ ವಿದ್ಯಾಭ್ಯಾಸ ಮಾಡಿದವರಿಂದ ಬಹುತೇಕ ವಿದ್ಯಾರ್ಥಿಗಳು ಪರಿಸರ ಕಾಳಜಿ ಬೆಳೆಸಿಕೊಳ್ಳಬೇಕು ಎಂದು ತಿಳಿಸಿದರು. (624, 328, 724, 358)
headline: ರೋಟರಿ ವಾರ್ಷಿಕ ಜಿಲ್ಲಾ ಸಮಾವೇಶ (160, 609, 292, 645)
story-fraud (100, 303, 303, 470)
panchanga-weekday: ಗುರುವಾರ (459, 1117, 480, 1125)
